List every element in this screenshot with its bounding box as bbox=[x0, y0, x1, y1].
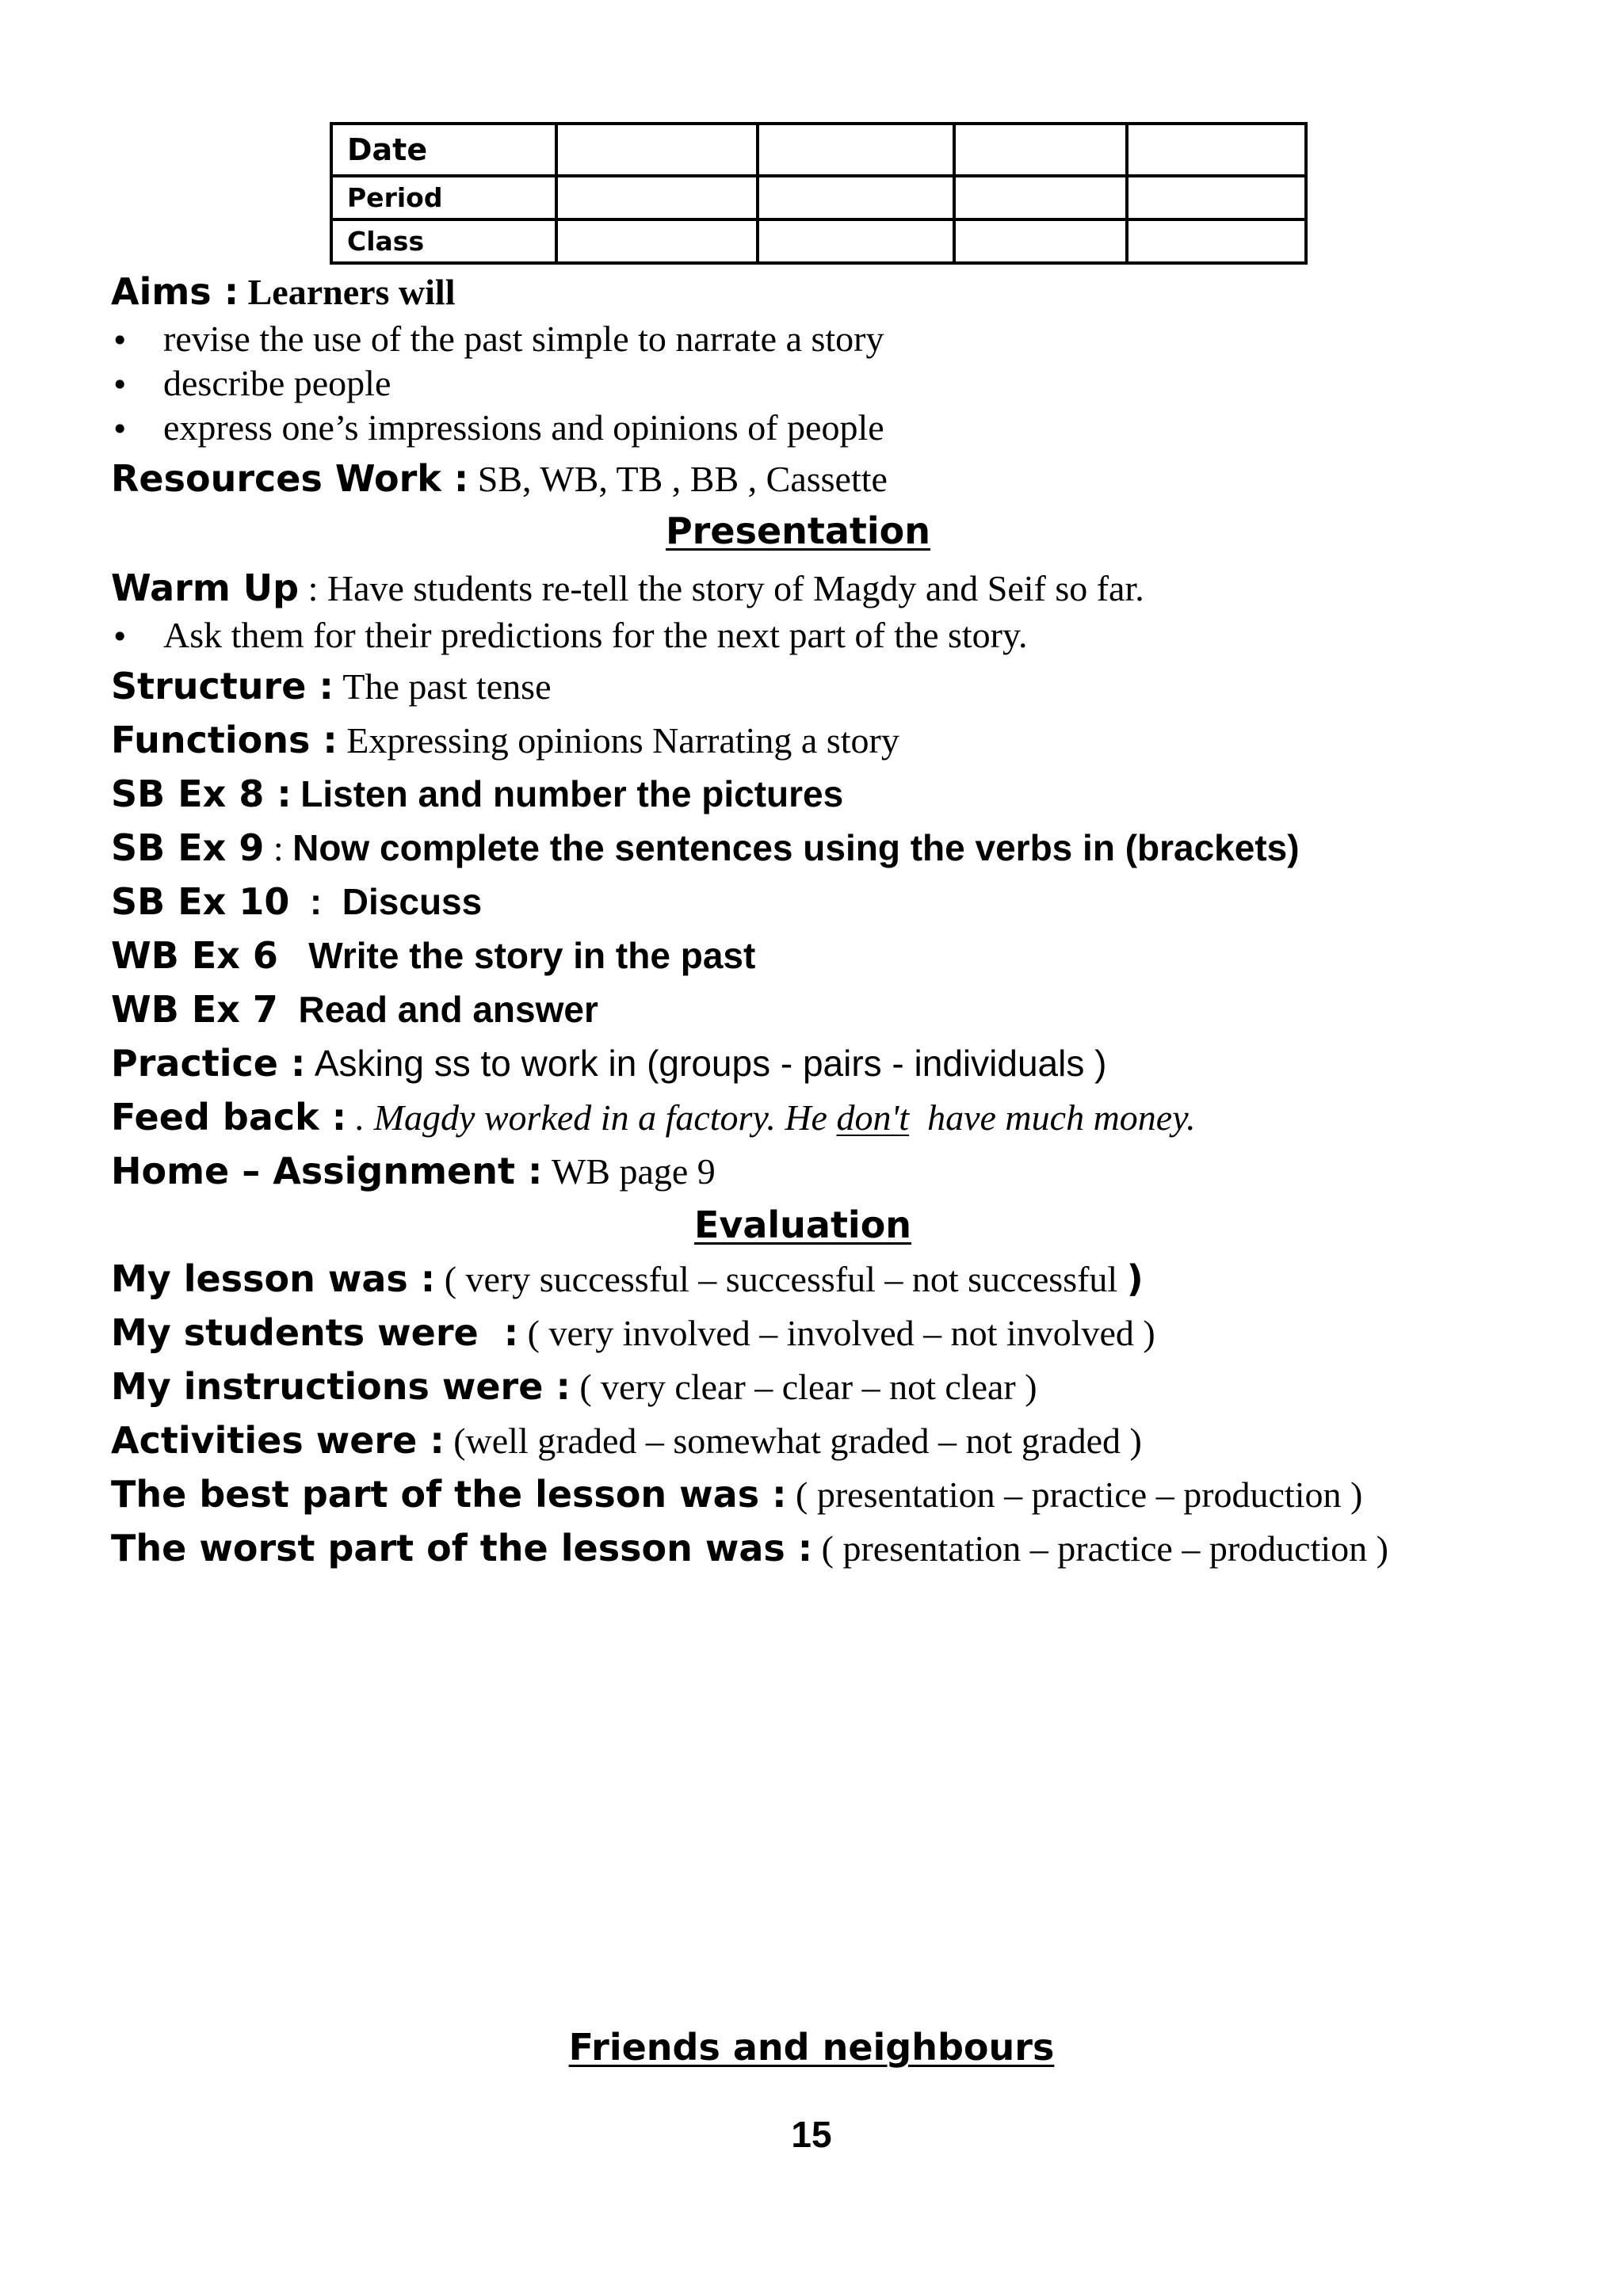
evaluation-line: The worst part of the lesson was : ( presentation – practice – production ) bbox=[111, 1527, 1388, 1569]
period-label: Period bbox=[331, 176, 556, 219]
evaluation-label: My instructions were : bbox=[111, 1365, 571, 1408]
feedback-line: Feed back : . Magdy worked in a factory. He don't have much money. bbox=[111, 1096, 1196, 1138]
period-cell[interactable] bbox=[758, 176, 954, 219]
list-item: • express one’s impressions and opinions of people bbox=[111, 406, 884, 452]
structure-label: Structure : bbox=[111, 665, 334, 707]
table-row bbox=[331, 176, 1306, 219]
list-item: • Ask them for their predictions for the next part of the story. bbox=[111, 613, 1028, 659]
date-cell[interactable] bbox=[758, 124, 954, 176]
warm-up-value: Have students re-tell the story of Magdy and Seif so far. bbox=[327, 568, 1144, 608]
resources-line bbox=[111, 456, 888, 502]
resources-value: SB, WB, TB , BB , Cassette bbox=[477, 459, 888, 499]
practice-label: Practice : bbox=[111, 1042, 306, 1085]
exercise-text: Read and answer bbox=[298, 989, 598, 1030]
date-cell[interactable] bbox=[954, 124, 1127, 176]
table-row bbox=[331, 219, 1306, 263]
exercise-text: Discuss bbox=[342, 881, 483, 922]
period-cell[interactable] bbox=[556, 176, 758, 219]
evaluation-line: Activities were : (well graded – somewhat graded – not graded ) bbox=[111, 1419, 1142, 1462]
warm-up-line: Warm Up : Have students re-tell the story of Magdy and Seif so far. bbox=[111, 566, 1144, 609]
period-cell[interactable] bbox=[1127, 176, 1306, 219]
class-cell[interactable] bbox=[758, 219, 954, 263]
home-assignment-line bbox=[111, 1149, 716, 1194]
bullet-icon: • bbox=[111, 412, 129, 447]
unit-title: Friends and neighbours bbox=[568, 2026, 1055, 2069]
home-assignment-value: WB page 9 bbox=[551, 1151, 716, 1192]
exercise-line bbox=[111, 987, 598, 1032]
structure-value: The past tense bbox=[342, 666, 552, 707]
exercise-line: SB Ex 9 : Now complete the sentences using the verbs in (brackets) bbox=[111, 826, 1300, 869]
functions-label: Functions : bbox=[111, 719, 338, 761]
exercise-line bbox=[111, 772, 843, 817]
page-number: 15 bbox=[791, 2114, 832, 2155]
list-item: • revise the use of the past simple to narrate a story bbox=[111, 317, 884, 363]
aims-line bbox=[111, 269, 456, 315]
period-cell[interactable] bbox=[954, 176, 1127, 219]
evaluation-line: My lesson was : ( very successful – successful – not successful ) bbox=[111, 1257, 1144, 1300]
evaluation-label: My lesson was : bbox=[111, 1257, 436, 1300]
exercise-line bbox=[111, 933, 755, 978]
aims-label: Aims : bbox=[111, 270, 239, 313]
practice-line bbox=[111, 1041, 1106, 1086]
bullet-icon: • bbox=[111, 620, 129, 654]
evaluation-line: My instructions were : ( very clear – clear – not clear ) bbox=[111, 1365, 1037, 1408]
date-cell[interactable] bbox=[556, 124, 758, 176]
exercise-label: SB Ex 10 bbox=[111, 880, 290, 923]
evaluation-line: The best part of the lesson was : ( presentation – practice – production ) bbox=[111, 1473, 1363, 1516]
evaluation-label: Activities were : bbox=[111, 1419, 445, 1462]
date-label: Date bbox=[331, 124, 556, 176]
feedback-label: Feed back : bbox=[111, 1096, 347, 1138]
list-item: • describe people bbox=[111, 361, 391, 407]
home-assignment-label: Home – Assignment : bbox=[111, 1150, 543, 1192]
evaluation-label: The worst part of the lesson was : bbox=[111, 1527, 813, 1569]
bullet-icon: • bbox=[111, 323, 129, 358]
evaluation-line: My students were : ( very involved – involved – not involved ) bbox=[111, 1311, 1155, 1354]
table-row bbox=[331, 124, 1306, 176]
resources-label: Resources Work : bbox=[111, 457, 469, 500]
functions-line bbox=[111, 718, 899, 763]
evaluation-heading: Evaluation bbox=[693, 1203, 912, 1246]
class-label: Class bbox=[331, 219, 556, 263]
exercise-text: Now complete the sentences using the verbs in (brackets) bbox=[292, 827, 1300, 868]
practice-value: Asking ss to work in (groups - pairs - individuals ) bbox=[314, 1043, 1107, 1084]
exercise-label: WB Ex 7 bbox=[111, 988, 278, 1031]
evaluation-label: My students were : bbox=[111, 1311, 519, 1354]
aims-intro: Learners will bbox=[247, 272, 456, 312]
date-cell[interactable] bbox=[1127, 124, 1306, 176]
evaluation-label: The best part of the lesson was : bbox=[111, 1473, 787, 1516]
class-cell[interactable] bbox=[954, 219, 1127, 263]
bullet-icon: • bbox=[111, 368, 129, 402]
header-table bbox=[330, 122, 1308, 265]
exercise-text: Listen and number the pictures bbox=[300, 773, 844, 814]
exercise-label: SB Ex 8 : bbox=[111, 772, 292, 815]
exercise-label: SB Ex 9 bbox=[111, 826, 265, 869]
functions-value: Expressing opinions Narrating a story bbox=[346, 720, 899, 761]
presentation-heading: Presentation bbox=[665, 509, 931, 552]
exercise-text: Write the story in the past bbox=[308, 935, 756, 976]
exercise-line: SB Ex 10 : Discuss bbox=[111, 880, 483, 923]
structure-line bbox=[111, 664, 552, 709]
warm-up-label: Warm Up bbox=[111, 566, 300, 609]
class-cell[interactable] bbox=[556, 219, 758, 263]
class-cell[interactable] bbox=[1127, 219, 1306, 263]
exercise-label: WB Ex 6 bbox=[111, 934, 278, 977]
